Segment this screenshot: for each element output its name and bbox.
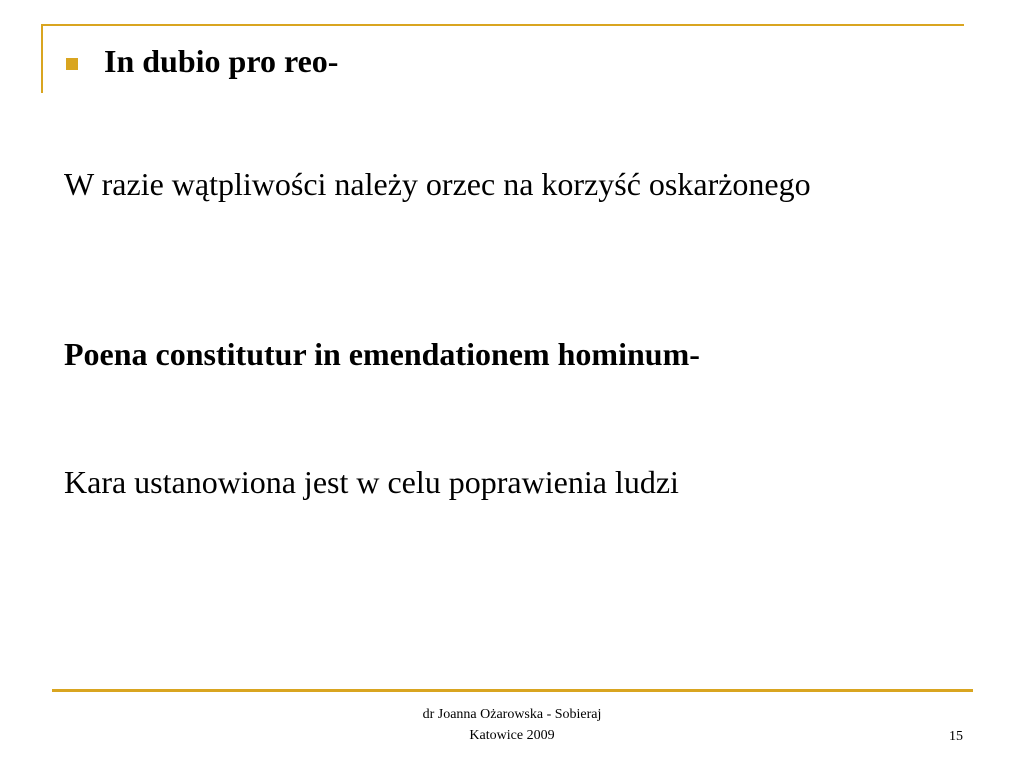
footer-author: dr Joanna Ożarowska - Sobieraj: [422, 707, 602, 722]
footer-rule: [52, 689, 973, 692]
paragraph-doubt-translation: W razie wątpliwości należy orzec na korzyść oskarżonego: [64, 166, 811, 202]
paragraph-maxim-translation: Kara ustanowiona jest w celu poprawienia ludzi: [64, 464, 679, 500]
footer-credits: [312, 704, 712, 746]
square-bullet-icon: [66, 58, 78, 70]
top-horizontal-rule: [42, 24, 964, 26]
footer-place-year: Katowice 2009: [469, 728, 555, 743]
slide-title: In dubio pro reo-: [104, 43, 339, 79]
paragraph-latin-maxim: Poena constitutur in emendationem hominum-: [64, 336, 700, 372]
page-number: 15: [949, 729, 963, 744]
top-vertical-rule: [41, 24, 43, 93]
